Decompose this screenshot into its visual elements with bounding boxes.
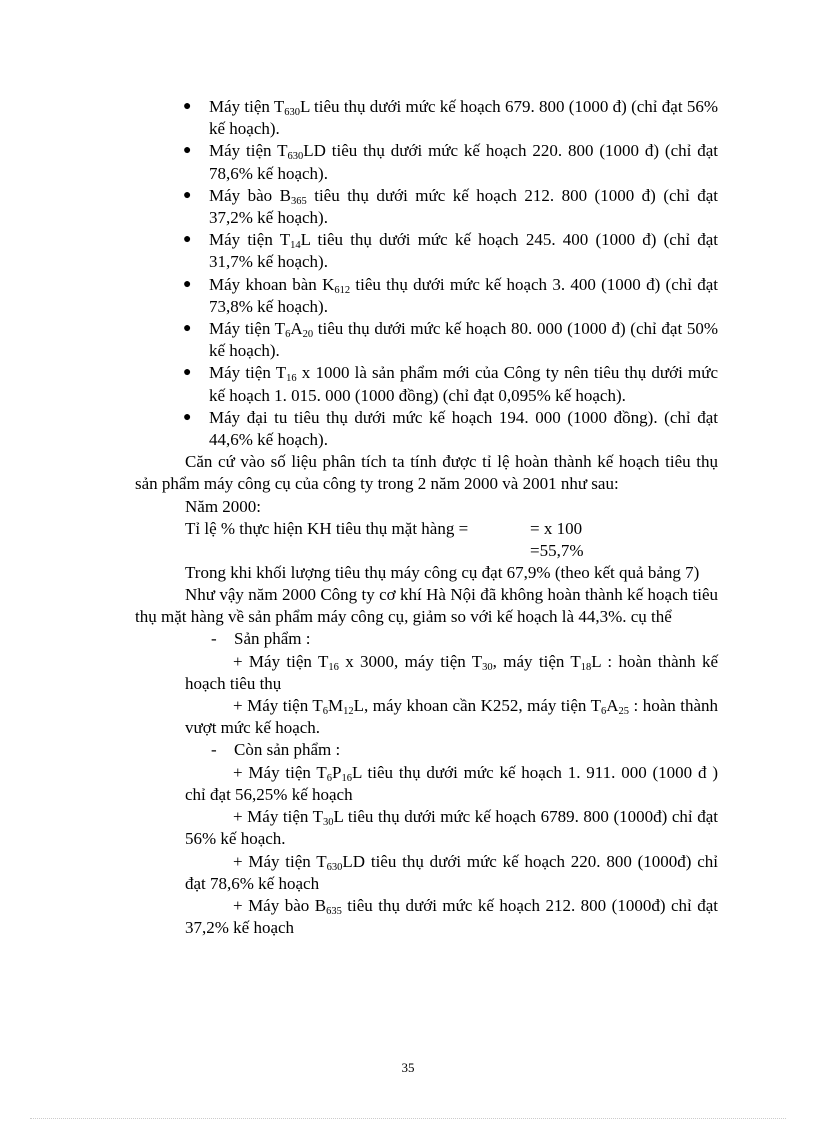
plus-item: + Máy tiện $T_6P_{16}L$ tiêu thụ dưới mức kế hoạch 1. 911. 000 (1000 đ ) chỉ đạt 56,25% kế hoạch xyxy=(185,762,718,804)
dash-icon: - xyxy=(211,740,217,760)
bullet-icon: ● xyxy=(183,365,192,381)
bullet-list xyxy=(135,96,718,451)
plus-item: + Máy bào $B_{635}$ tiêu thụ dưới mức kế hoạch 212. 800 (1000đ) chỉ đạt 37,2% kế hoạch xyxy=(185,895,718,938)
list-item: ● Máy tiện $T_{16}$ x 1000 là sản phẩm mới của Công ty nên tiêu thụ dưới mức kế hoạch 1. 015. 000 (1000 đồng) (chỉ đạt 0,095% kế hoạch). xyxy=(183,363,718,405)
list-item: ● Máy đại tu tiêu thụ dưới mức kế hoạch 194. 000 (1000 đồng). (chỉ đạt 44,6% kế hoạch). xyxy=(183,407,718,450)
plus-item: + Máy tiện $T_{30}L$ tiêu thụ dưới mức kế hoạch 6789. 800 (1000đ) chỉ đạt 56% kế hoạch. xyxy=(185,807,718,849)
bullet-icon: ● xyxy=(183,99,192,114)
bullet-icon: ● xyxy=(183,187,192,203)
paragraph-conclusion: Như vậy năm 2000 Công ty cơ khí Hà Nội đã không hoàn thành kế hoạch tiêu thụ mặt hàng về sản phẩm máy công cụ, giảm so với kế hoạch là 44,3%. cụ thể xyxy=(135,585,718,627)
ratio-formula xyxy=(135,518,718,562)
list-item: ● Máy khoan bàn $K_{612}$ tiêu thụ dưới mức kế hoạch 3. 400 (1000 đ) (chỉ đạt 73,8% kế hoạch). xyxy=(183,274,719,316)
year-label: Năm 2000: xyxy=(185,496,262,516)
paragraph-volume: Trong khi khối lượng tiêu thụ máy công cụ đạt 67,9% (theo kết quả bảng 7) xyxy=(185,562,700,582)
paragraph-intro: Căn cứ vào số liệu phân tích ta tính được tỉ lệ hoàn thành kế hoạch tiêu thụ sản phẩm máy công cụ của công ty trong 2 năm 2000 và 2001 như sau: xyxy=(135,452,718,494)
bullet-icon: ● xyxy=(183,276,192,292)
page-content xyxy=(135,96,718,939)
footer-divider xyxy=(30,1118,786,1119)
bullet-icon: ● xyxy=(183,232,192,248)
plus-item: + Máy tiện $T_{630}LD$ tiêu thụ dưới mức kế hoạch 220. 800 (1000đ) chỉ đạt 78,6% kế hoạch xyxy=(185,851,718,893)
ratio-equation: = x 100 xyxy=(530,518,583,538)
ratio-label: Tỉ lệ % thực hiện KH tiêu thụ mặt hàng = xyxy=(185,518,469,538)
dash-item-remaining: - Còn sản phẩm : xyxy=(135,739,718,761)
bullet-icon: ● xyxy=(183,321,192,337)
list-item: ● Máy tiện $T_{630}L$ tiêu thụ dưới mức kế hoạch 679. 800 (1000 đ) (chỉ đạt 56% kế hoạch). xyxy=(183,97,718,139)
page-number: 35 xyxy=(401,1060,415,1075)
list-item: ● Máy tiện $T_{630}LD$ tiêu thụ dưới mức kế hoạch 220. 800 (1000 đ) (chỉ đạt 78,6% kế hoạch). xyxy=(183,141,718,183)
ratio-result: =55,7% xyxy=(530,540,584,560)
plus-item: + Máy tiện $T_6M_{12}L$, máy khoan cần K252, máy tiện $T_6A_{25}$ : hoàn thành vượt mức kế hoạch. xyxy=(185,696,718,738)
bullet-icon: ● xyxy=(183,143,192,159)
list-item: ● Máy tiện $T_{14}L$ tiêu thụ dưới mức kế hoạch 245. 400 (1000 đ) (chỉ đạt 31,7% kế hoạch). xyxy=(183,230,718,272)
dash-item-products: - Sản phẩm : xyxy=(135,628,718,650)
list-item: ● Máy tiện $T_6A_{20}$ tiêu thụ dưới mức kế hoạch 80. 000 (1000 đ) (chỉ đạt 50% kế hoạch). xyxy=(183,319,718,361)
list-item: ● Máy bào $B_{365}$ tiêu thụ dưới mức kế hoạch 212. 800 (1000 đ) (chỉ đạt 37,2% kế hoạch). xyxy=(183,185,718,228)
plus-item: + Máy tiện $T_{16}$ x 3000, máy tiện $T_{30}$, máy tiện $T_{18}L$ : hoàn thành kế hoạch tiêu thụ xyxy=(185,651,719,693)
bullet-icon: ● xyxy=(183,409,192,425)
dash-icon: - xyxy=(211,629,217,649)
